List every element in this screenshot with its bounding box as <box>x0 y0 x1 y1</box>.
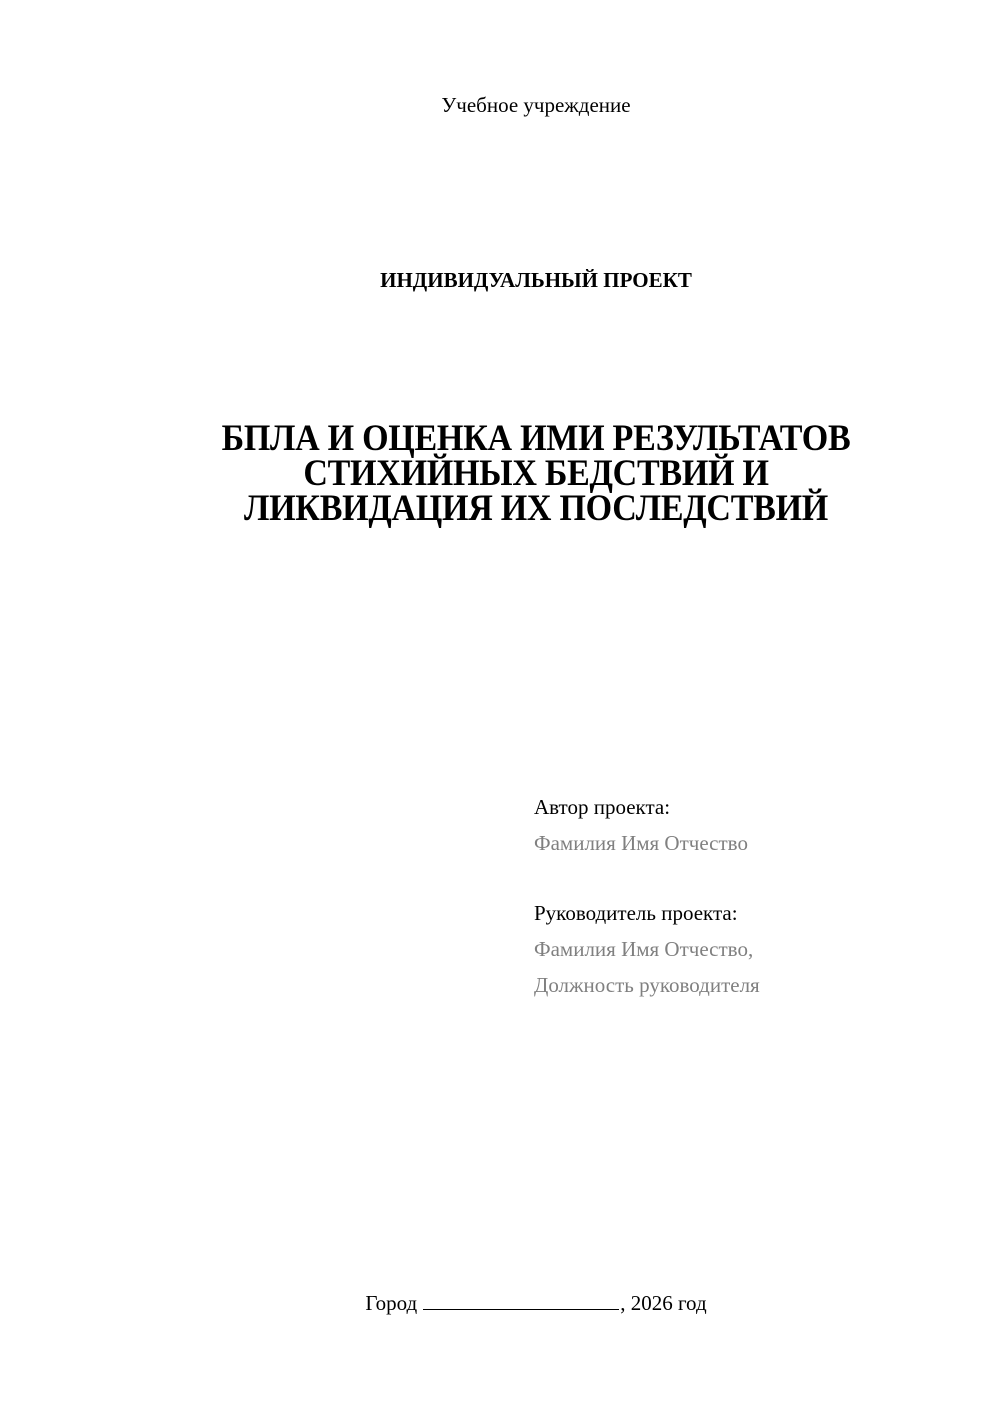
supervisor-label: Руководитель проекта: <box>534 901 738 925</box>
footer-city-year <box>0 1289 1000 1317</box>
spacer <box>534 861 760 895</box>
institution-name: Учебное учреждение <box>441 93 631 117</box>
author-label: Автор проекта: <box>534 795 671 819</box>
project-title <box>43 418 963 529</box>
project-title-line-1: БПЛА И ОЦЕНКА ИМИ РЕЗУЛЬТАТОВ <box>221 418 851 459</box>
project-title-line-2: СТИХИЙНЫХ БЕДСТВИЙ И <box>303 453 769 494</box>
supervisor-position-placeholder: Должность руководителя <box>534 973 760 997</box>
city-blank-line <box>423 1289 619 1310</box>
author-name-placeholder: Фамилия Имя Отчество <box>534 831 748 855</box>
project-type-heading: ИНДИВИДУАЛЬНЫЙ ПРОЕКТ <box>380 268 692 292</box>
credits-block <box>534 789 760 1003</box>
project-title-line-3: ЛИКВИДАЦИЯ ИХ ПОСЛЕДСТВИЙ <box>244 488 828 529</box>
year-text: , 2026 год <box>620 1291 707 1315</box>
supervisor-name-placeholder: Фамилия Имя Отчество, <box>534 937 754 961</box>
city-label: Город <box>365 1291 418 1315</box>
